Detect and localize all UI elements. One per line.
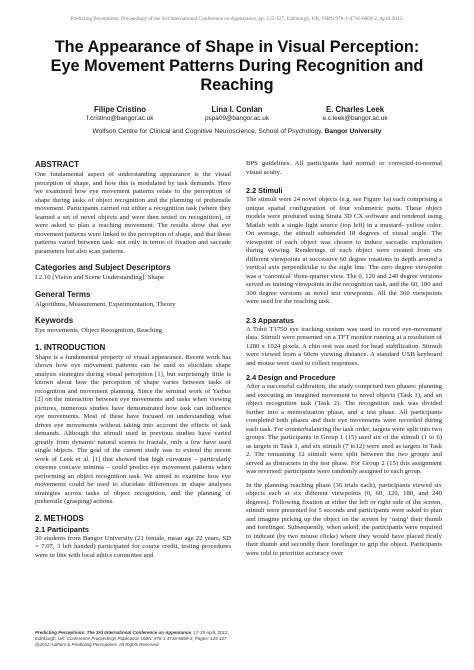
author-name: E. Charles Leek [325, 105, 385, 114]
left-column [35, 160, 231, 560]
design-heading: 2.4 Design and Procedure [246, 373, 336, 382]
abstract-heading: ABSTRACT [35, 160, 79, 169]
author-block-3 [280, 105, 430, 123]
keywords-text: Eye movements, Object Recognition, Reaching [35, 327, 163, 334]
author-email[interactable]: f.cristino@bangor.ac.uk [86, 115, 154, 122]
affiliation [0, 128, 474, 135]
categories-text: I.2.10 [Vision and Scene Understanding]: Shape [35, 274, 165, 281]
title-line-2: Eye Movement Patterns During Recognition and [50, 57, 424, 75]
paper-title [20, 38, 454, 95]
methods-heading: 2. METHODS [35, 513, 84, 523]
participants-text-cont: BPS guidelines. All participants had normal or corrected-to-normal visual acuity. [246, 160, 442, 176]
introduction-text: Shape is a fundamental property of visual appearance. Recent work has shown how eye movement patterns can be used to elucidate shape analysis strategies during visual perception [1], but surprisingly little is known about how the perception of shape varies between tasks of recognition and movement planning. Since the seminal work of Yarbus [2] on the interaction between eye movements and tasks when viewing pictures, numerous studies have demonstrated how task can influence eye movements. Most of these have focused on understanding what drives eye movements without taking into account the effects of task demands. Although the stimuli used in previous studies have varied greatly from dynamic natural scenes to fractals, only a few have used single objects. The goal of the current study was to extend the recent work of Leek et al. [1] that showed that high curvature – particularly extreme concave minima – could predict eye movement patterns when performing an object recognition task. We aimed to examine how eye movements could be used to elucidate differences in shape analyses strategies across tasks of object recognition, and the planning of prehensile (grasping) actions. [35, 353, 231, 505]
general-terms-heading: General Terms [35, 289, 91, 299]
abstract-text: One fundamental aspect of understanding appearance is the visual perception of shape, and how this is modulated by task demands. Here we examined how eye movement patterns relate to the perception of shape during tasks of object recognition and the planning of prehensile movement. Participants carried out either a recognition task (where they learned a set of novel objects and were then tested on recognition), or were asked to plan a reaching movement. The results show that eye movement patterns were linked to the perception of shape, and that these patterns varied between task: not only in terms of fixation and saccade parameters but also scan patterns. [35, 171, 231, 255]
footnote [35, 630, 231, 648]
introduction-heading: 1. INTRODUCTION [35, 342, 106, 352]
apparatus-text: A Tobii T1750 eye tracking system was used to record eye-movement data. Stimuli were presented on a TFT monitor running at a resolution of 1280 x 1024 pixels. A chin rest was used for head stabilization. Stimuli were viewed from a 60cm viewing distance. A standard USB keyboard and mouse were used to collect responses. [246, 325, 442, 367]
right-column [246, 160, 442, 558]
author-name: Filipe Cristino [94, 105, 146, 114]
keywords-heading: Keywords [35, 316, 74, 325]
general-terms-text: Algorithms, Measurement, Experimentation, Theory [35, 300, 176, 308]
design-text-1: After a successful calibration, the study comprised two phases: planning and executing an imagined movement to novel objects (Task 1), and an object recognition task (Task 2). The recognition task was divided further into a memorization phase, and a test phase. All participants completed both phases and their eye movements were recorded during each task. For counterbalancing the task order, targets were split into two groups. The participants in Group 1 (15) used six of the stimuli (1 to 6) as targets in Task 1, and six stimuli (7 to12) were used as targets in Task 2. The remaining 12 stimuli were split between the two groups and served as distracters in the test phase. For Group 2 (15) this assignment was reversed: participants were randomly assigned to each group. [246, 383, 442, 475]
title-line-1: The Appearance of Shape in Visual Perception: [54, 38, 420, 56]
footnote-text: , 17-19 April, 2012, Edinburgh, UK. Conference Proceedings Publication ISBN: 978-1-4716-6869-2, Pages: 125-127 @2012 Authors & Predicting Perceptions. All Rights Reserved. [35, 630, 229, 647]
footnote-conference: Predicting Perceptions: The 3rd International Conference on Appearance [35, 630, 191, 635]
author-email[interactable]: pspa09@bangor.ac.uk [204, 115, 270, 122]
title-line-3: Reaching [200, 76, 274, 94]
author-name: Lina I. Conlan [211, 105, 263, 114]
stimuli-text: The stimuli were 24 novel objects (e.g. see Figure 1a) each comprising a unique spatial configuration of four volumetric parts. These object models were produced using Strata 3D CX software and rendered using Matlab with a single light source (top left) in a mustard- yellow color. On average, the stimuli subtended 18 degrees of visual angle. The viewpoint of each object was chosen to induce saccadic exploration during viewing. Renderings of each object were created from six different viewpoints at successive 60 degree rotations in depth around a vertical axis perpendicular to the sight line. The zero degree viewpoint was a ‘canonical’ three-quarter view. The 0, 120 and 240 degree versions served as training viewpoints in the recognition task, and the 60, 180 and 300 degree versions as novel test viewpoints. All the 360 viewpoints were used for the reaching task. [246, 196, 442, 305]
affiliation-university: Bangor University [324, 128, 382, 135]
participants-heading: 2.1 Participants [35, 524, 89, 534]
running-head: Predicting Perceptions: Proceedings of the 3rd International Conference on Appearance, pp. 125-127, Edinburgh, UK, ISBN 978-1-4716-6869-2, April 2012. [70, 16, 404, 22]
design-text-2: In the planning reaching phase (36 trials each), participants viewed six objects each at six different viewpoints (0, 60, 120, 180, and 240 degrees). Following fixation at either the left or right side of the screen, stimuli were presented for 5 seconds and participants were asked to plan and imagine picking up the object on the screen by ‘using’ their thumb and forefinger. Subsequently, when asked, the participants were required to indicate (by two mouse clicks) where they would have placed firstly their thumb and secondly their forefinger to grip the object. Participants were told to prioritize accuracy over [246, 481, 442, 557]
categories-heading: Categories and Subject Descriptors [35, 263, 171, 272]
participants-text: 30 students from Bangor University (21 female, mean age 22 years, SD = 7.07, 3 left handed) participated for course credit, testing procedures were in line with local ethics committee and [35, 534, 231, 559]
stimuli-heading: 2.2 Stimuli [246, 186, 283, 195]
apparatus-heading: 2.3 Apparatus [246, 315, 294, 325]
affiliation-text: Wolfson Centre for Clinical and Cognitive Neuroscience, School of Psychology, [92, 128, 323, 135]
author-email[interactable]: e.c.leek@bangor.ac.uk [322, 115, 388, 122]
